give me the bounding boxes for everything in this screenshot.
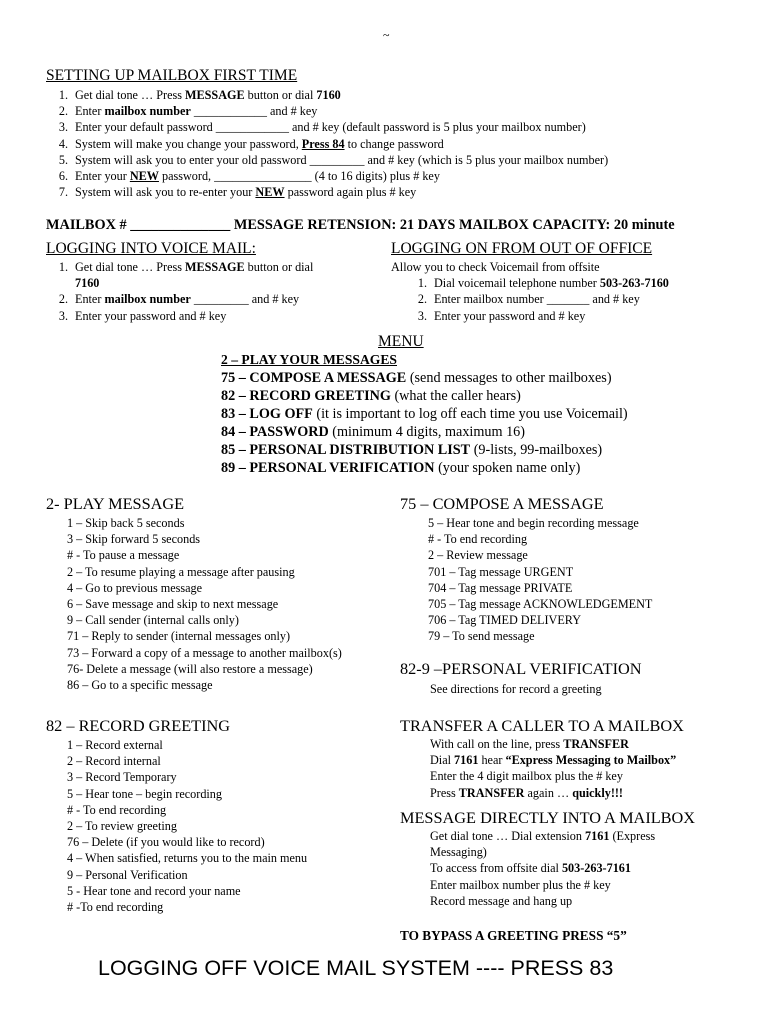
compose-option: 79 – To send message — [428, 629, 535, 644]
compose-list — [428, 515, 748, 645]
transfer-line: With call on the line, press TRANSFER — [430, 737, 629, 751]
setup-steps — [46, 87, 736, 200]
greeting-option: 1 – Record external — [67, 738, 163, 752]
out-of-office-steps — [391, 259, 751, 324]
play-option: 76- Delete a message (will also restore a message) — [67, 661, 313, 676]
transfer-title: TRANSFER A CALLER TO A MAILBOX — [400, 716, 684, 735]
play-option: 86 – Go to a specific message — [67, 678, 213, 693]
setup-step: 3. Enter your default password ____________ and # key (default password is 5 plus your mailbox number) — [58, 120, 586, 135]
mailbox-info-line: MAILBOX # ______________ MESSAGE RETENSION: 21 DAYS MAILBOX CAPACITY: 20 minute — [46, 217, 675, 233]
setup-step: 5. System will ask you to enter your old password _________ and # key (which is 5 plus your mailbox number) — [58, 152, 609, 167]
bypass-note: TO BYPASS A GREETING PRESS “5” — [400, 928, 627, 943]
greeting-option: 4 – When satisfied, returns you to the main menu — [67, 851, 308, 866]
direct-line: Get dial tone … Dial extension 7161 (Express — [430, 829, 656, 843]
direct-line: To access from offsite dial 503-263-7161 — [430, 861, 631, 876]
compose-option: 704 – Tag message PRIVATE — [428, 580, 573, 595]
logging-in-steps — [46, 259, 386, 324]
setup-step: 1. Get dial tone … Press MESSAGE button or dial 7160 — [58, 88, 341, 102]
transfer-text — [430, 736, 760, 801]
greeting-option: 2 – To review greeting — [67, 819, 177, 834]
play-option: 4 – Go to previous message — [67, 580, 203, 595]
setup-step: 2. Enter mailbox number ____________ and # key — [58, 104, 318, 119]
greeting-option: # -To end recording — [67, 900, 164, 915]
out-of-office-title: LOGGING ON FROM OUT OF OFFICE — [391, 240, 653, 257]
menu-item-distribution: 85 – PERSONAL DISTRIBUTION LIST (9-lists, 99-mailboxes) — [221, 442, 603, 458]
greeting-list — [67, 737, 387, 915]
transfer-line: Enter the 4 digit mailbox plus the # key — [430, 769, 623, 784]
greeting-option: 5 - Hear tone and record your name — [67, 883, 241, 898]
setup-step: 7. System will ask you to re-enter your NEW password again plus # key — [58, 185, 417, 200]
compose-option: # - To end recording — [428, 532, 528, 547]
greeting-option: 3 – Record Temporary — [67, 770, 177, 785]
play-option: 6 – Save message and skip to next message — [67, 597, 279, 612]
footer-logoff: LOGGING OFF VOICE MAIL SYSTEM ---- PRESS 83 — [98, 956, 614, 980]
menu-item-greeting: 82 – RECORD GREETING (what the caller hears) — [221, 388, 521, 404]
play-option: 1 – Skip back 5 seconds — [67, 516, 185, 530]
play-title: 2- PLAY MESSAGE — [46, 494, 185, 513]
direct-line: Record message and hang up — [430, 893, 573, 908]
play-option: 73 – Forward a copy of a message to another mailbox(s) — [67, 645, 342, 660]
list-item: 2. Enter mailbox number _________ and # key — [58, 292, 300, 307]
menu-item-play: 2 – PLAY YOUR MESSAGES — [221, 352, 397, 367]
play-option: 71 – Reply to sender (internal messages only) — [67, 629, 291, 644]
setup-title: SETTING UP MAILBOX FIRST TIME — [46, 67, 298, 84]
play-option: 9 – Call sender (internal calls only) — [67, 613, 239, 628]
direct-line: Enter mailbox number plus the # key — [430, 877, 611, 892]
verification-text: See directions for record a greeting — [430, 682, 602, 696]
greeting-option: 2 – Record internal — [67, 754, 161, 769]
menu-item-logoff: 83 – LOG OFF (it is important to log off each time you use Voicemail) — [221, 406, 628, 422]
out-of-office-intro: Allow you to check Voicemail from offsite — [391, 260, 600, 274]
menu-item-password: 84 – PASSWORD (minimum 4 digits, maximum 16) — [221, 424, 525, 440]
setup-step: 4. System will make you change your password, Press 84 to change password — [58, 136, 444, 151]
compose-option: 5 – Hear tone and begin recording message — [428, 516, 639, 530]
list-item: 1. Get dial tone … Press MESSAGE button or dial — [58, 260, 314, 274]
play-list — [67, 515, 387, 693]
compose-option: 701 – Tag message URGENT — [428, 564, 574, 579]
direct-text — [430, 828, 760, 909]
greeting-option: 9 – Personal Verification — [67, 867, 188, 882]
direct-title: MESSAGE DIRECTLY INTO A MAILBOX — [400, 808, 696, 827]
setup-step: 6. Enter your NEW password, ________________ (4 to 16 digits) plus # key — [58, 169, 440, 184]
compose-title: 75 – COMPOSE A MESSAGE — [400, 494, 604, 513]
transfer-line: Press TRANSFER again … quickly!!! — [430, 785, 623, 800]
play-option: 3 – Skip forward 5 seconds — [67, 532, 201, 547]
list-item-cont: 7160 — [75, 276, 100, 291]
list-item: 1. Dial voicemail telephone number 503-263-7160 — [417, 276, 669, 291]
greeting-option: 76 – Delete (if you would like to record) — [67, 835, 265, 850]
greeting-option: # - To end recording — [67, 802, 167, 817]
list-item: 2. Enter mailbox number _______ and # key — [417, 292, 640, 307]
compose-option: 705 – Tag message ACKNOWLEDGEMENT — [428, 597, 653, 612]
play-option: # - To pause a message — [67, 548, 180, 563]
play-option: 2 – To resume playing a message after pausing — [67, 564, 295, 579]
transfer-line: Dial 7161 hear “Express Messaging to Mailbox” — [430, 753, 677, 768]
top-mark: ~ — [383, 28, 390, 42]
greeting-option: 5 – Hear tone – begin recording — [67, 786, 222, 801]
list-item: 3. Enter your password and # key — [58, 308, 227, 323]
greeting-title: 82 – RECORD GREETING — [46, 716, 231, 735]
compose-option: 2 – Review message — [428, 548, 528, 563]
menu-list — [0, 351, 768, 477]
list-item: 3. Enter your password and # key — [417, 308, 586, 323]
verification-title: 82-9 –PERSONAL VERIFICATION — [400, 659, 642, 678]
logging-in-title: LOGGING INTO VOICE MAIL: — [46, 240, 256, 257]
menu-item-verification: 89 – PERSONAL VERIFICATION (your spoken name only) — [221, 460, 581, 476]
menu-item-compose: 75 – COMPOSE A MESSAGE (send messages to other mailboxes) — [221, 370, 612, 386]
compose-option: 706 – Tag TIMED DELIVERY — [428, 613, 582, 628]
menu-title: MENU — [378, 333, 424, 350]
direct-line: Messaging) — [430, 845, 487, 860]
